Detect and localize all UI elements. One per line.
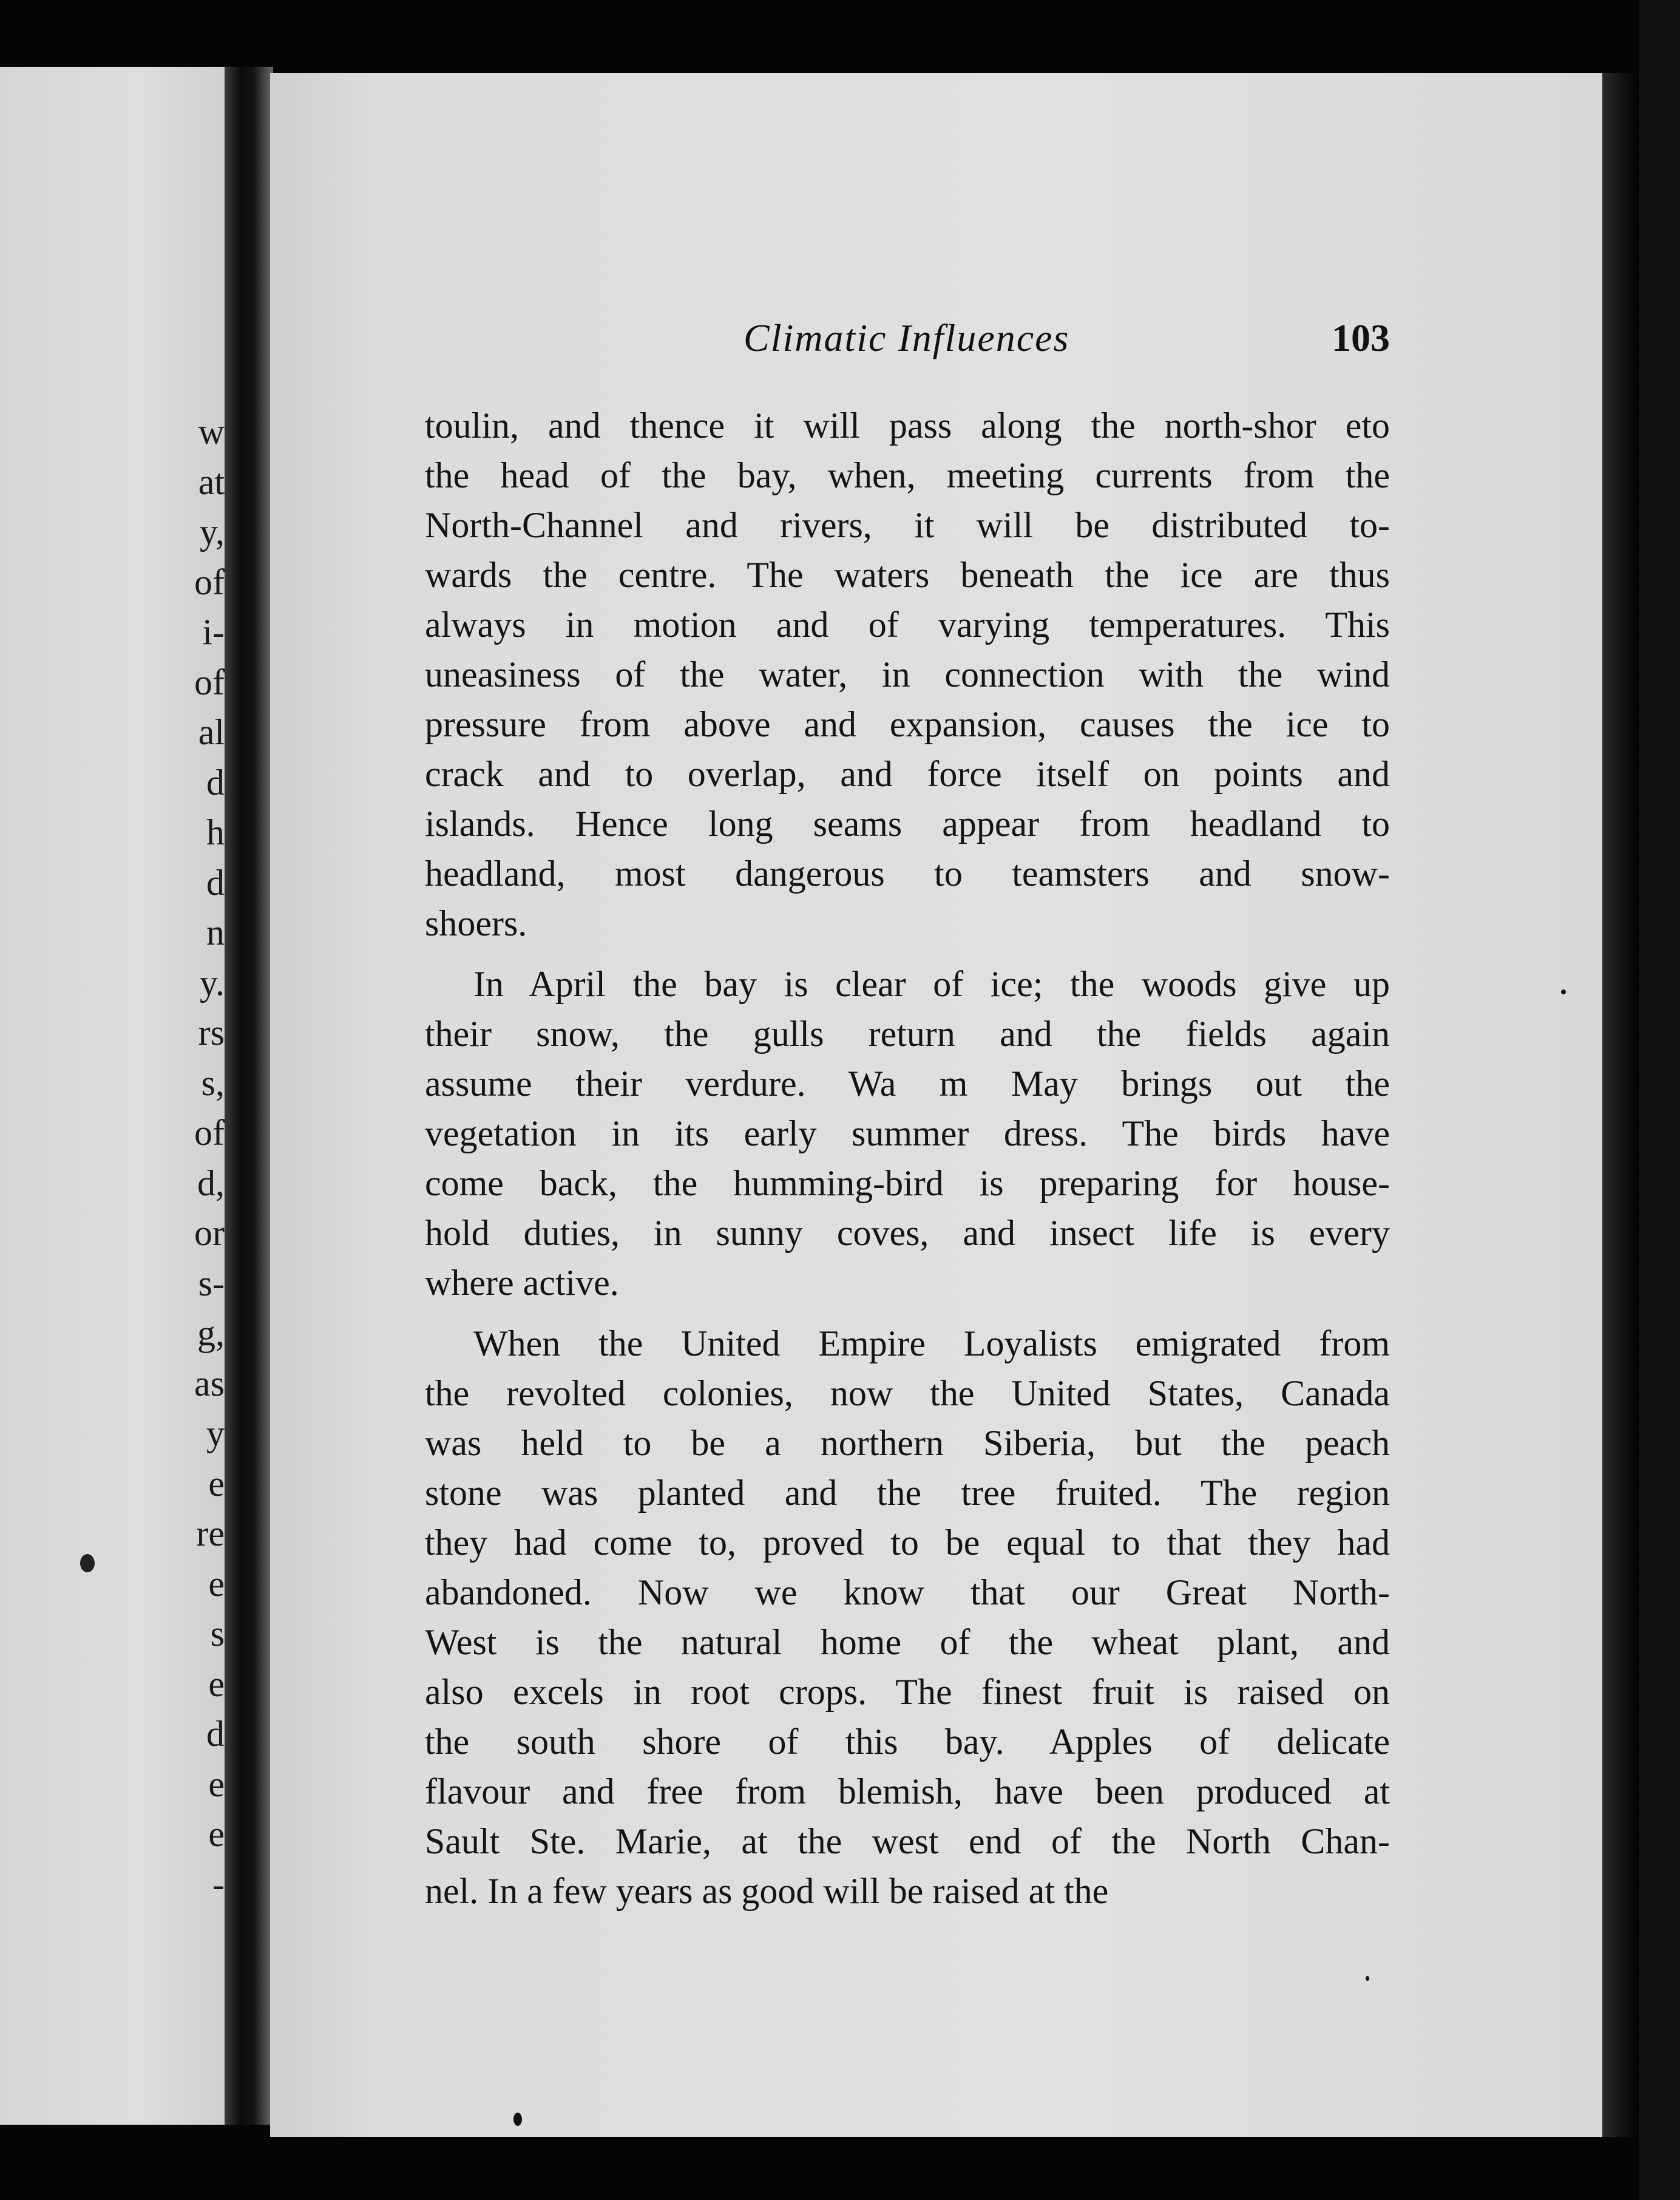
text-line: Sault Ste. Marie, at the west end of the North Chan- bbox=[425, 1821, 1390, 1861]
edge-fragment: e bbox=[208, 1663, 225, 1704]
text-line: islands. Hence long seams appear from headland to bbox=[425, 804, 1390, 844]
edge-fragment: y bbox=[206, 1413, 225, 1453]
text-line: assume their verdure. Wa m May brings out the bbox=[425, 1064, 1390, 1104]
text-line: shoers. bbox=[425, 903, 527, 943]
text-line: the south shore of this bay. Apples of delicate bbox=[425, 1722, 1390, 1762]
edge-fragment: s bbox=[210, 1614, 225, 1654]
book-gutter bbox=[225, 67, 273, 2125]
edge-fragment: d bbox=[206, 1714, 225, 1754]
text-line: wards the centre. The waters beneath the ice are thus bbox=[425, 555, 1390, 595]
edge-fragment: n bbox=[206, 912, 225, 952]
edge-fragment: w bbox=[198, 412, 225, 452]
text-line: they had come to, proved to be equal to that they had bbox=[425, 1523, 1390, 1563]
previous-page bbox=[0, 67, 231, 2125]
text-line: uneasiness of the water, in connection with the wind bbox=[425, 654, 1390, 694]
scan-speck bbox=[1561, 990, 1566, 994]
text-line: When the United Empire Loyalists emigrated from bbox=[473, 1323, 1390, 1363]
text-line: toulin, and thence it will pass along the north-shor eto bbox=[425, 406, 1390, 446]
edge-fragment: e bbox=[208, 1563, 225, 1604]
edge-fragment: rs bbox=[198, 1013, 225, 1053]
text-line: North-Channel and rivers, it will be distributed to- bbox=[425, 505, 1390, 545]
edge-fragment: s- bbox=[198, 1263, 225, 1303]
edge-fragment: of bbox=[194, 562, 225, 602]
text-line: hold duties, in sunny coves, and insect life is every bbox=[425, 1213, 1390, 1253]
text-line: stone was planted and the tree fruited. The region bbox=[425, 1473, 1390, 1513]
edge-fragment: e bbox=[208, 1764, 225, 1804]
text-line: come back, the humming-bird is preparing for house- bbox=[425, 1163, 1390, 1203]
edge-fragment: y, bbox=[199, 512, 225, 552]
running-head-title: Climatic Influences bbox=[743, 316, 1070, 359]
edge-fragment: d, bbox=[197, 1163, 225, 1203]
text-line: was held to be a northern Siberia, but the peach bbox=[425, 1423, 1390, 1463]
edge-fragment: - bbox=[212, 1864, 225, 1904]
text-line: always in motion and of varying temperatures. This bbox=[425, 605, 1390, 645]
edge-fragment: s, bbox=[201, 1062, 225, 1103]
edge-fragment: y. bbox=[199, 962, 225, 1003]
text-line: flavour and free from blemish, have been produced at bbox=[425, 1771, 1390, 1811]
text-line: the head of the bay, when, meeting currents from the bbox=[425, 455, 1390, 495]
scan-speck bbox=[513, 2113, 522, 2126]
edge-fragment: d bbox=[206, 862, 225, 903]
text-line: also excels in root crops. The finest fruit is raised on bbox=[425, 1672, 1390, 1712]
running-head bbox=[425, 316, 1390, 370]
text-line: nel. In a few years as good will be raised at the bbox=[425, 1871, 1109, 1911]
scan-border bbox=[1639, 0, 1680, 2200]
text-line: West is the natural home of the wheat plant, and bbox=[425, 1622, 1390, 1662]
edge-fragment: as bbox=[194, 1363, 225, 1404]
page-edge bbox=[1602, 73, 1639, 2137]
text-line: where active. bbox=[425, 1263, 619, 1303]
edge-fragment: h bbox=[206, 812, 225, 852]
edge-fragment: al bbox=[198, 712, 225, 752]
edge-fragment: d bbox=[206, 762, 225, 803]
text-line: In April the bay is clear of ice; the woods give up bbox=[473, 964, 1390, 1004]
edge-fragment: at bbox=[198, 461, 225, 502]
edge-fragment: re bbox=[196, 1513, 225, 1553]
text-line: headland, most dangerous to teamsters and snow- bbox=[425, 854, 1390, 894]
edge-fragment: e bbox=[208, 1814, 225, 1854]
edge-fragment: or bbox=[194, 1213, 225, 1253]
page-number: 103 bbox=[1332, 316, 1390, 359]
paragraph bbox=[425, 959, 1390, 1308]
edge-fragment: of bbox=[194, 662, 225, 702]
text-line: their snow, the gulls return and the fields again bbox=[425, 1014, 1390, 1054]
text-line: vegetation in its early summer dress. The birds have bbox=[425, 1113, 1390, 1153]
body-text bbox=[425, 401, 1390, 1916]
edge-fragment: of bbox=[194, 1113, 225, 1153]
scan-speck bbox=[1366, 1976, 1369, 1981]
paragraph bbox=[425, 1319, 1390, 1916]
text-line: the revolted colonies, now the United States, Canada bbox=[425, 1373, 1390, 1413]
edge-fragment: i- bbox=[202, 612, 225, 652]
ink-blot bbox=[80, 1554, 95, 1572]
edge-fragment: g, bbox=[197, 1313, 225, 1353]
previous-page-text-edge bbox=[134, 67, 225, 1909]
text-line: pressure from above and expansion, causes the ice to bbox=[425, 704, 1390, 744]
text-line: crack and to overlap, and force itself on points and bbox=[425, 754, 1390, 794]
edge-fragment: e bbox=[208, 1463, 225, 1504]
paragraph bbox=[425, 401, 1390, 948]
text-line: abandoned. Now we know that our Great North- bbox=[425, 1572, 1390, 1612]
